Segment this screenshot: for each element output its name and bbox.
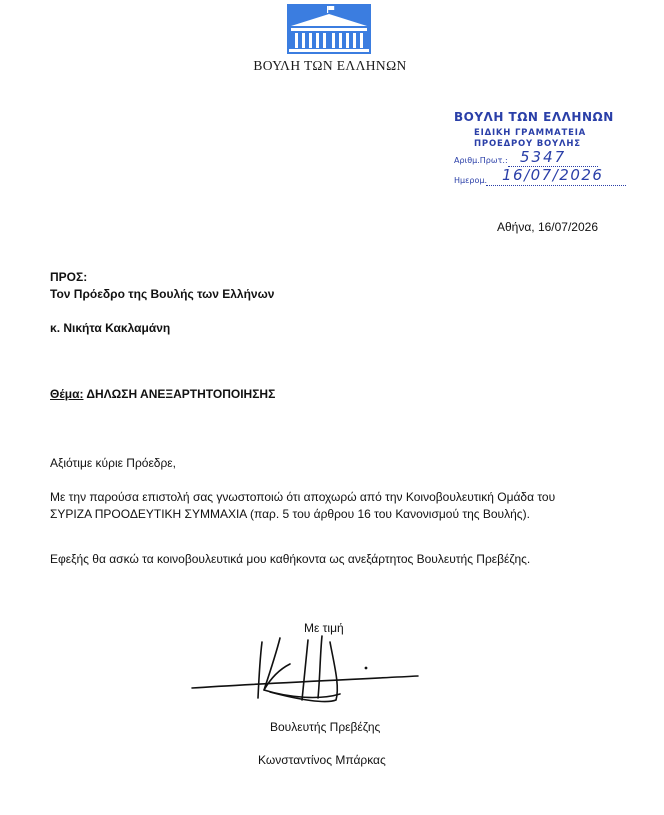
handwritten-signature-icon	[190, 628, 420, 708]
stamp-date-label: Ημερομ.	[454, 176, 488, 185]
letter-date: Αθήνα, 16/07/2026	[496, 220, 598, 234]
stamp-protocol-value: 5347	[520, 148, 567, 166]
stamp-protocol-label: Αριθμ.Πρωτ.:	[454, 156, 508, 165]
body-paragraph-1-line-2: ΣΥΡΙΖΑ ΠΡΟΟΔΕΥΤΙΚΗ ΣΥΜΜΑΧΙΑ (παρ. 5 του άρθρου 16 του Κανονισμού της Βουλής).	[50, 507, 530, 521]
addressee: κ. Νικήτα Κακλαμάνη	[50, 321, 171, 335]
subject-line	[50, 386, 275, 403]
signer-title: Βουλευτής Πρεβέζης	[270, 720, 381, 734]
stamp-line-2: ΕΙΔΙΚΗ ΓΡΑΜΜΑΤΕΙΑ	[474, 128, 587, 138]
stamp-date-value: 16/07/2026	[502, 166, 604, 184]
to-label: ΠΡΟΣ:	[50, 270, 88, 284]
greeting: Αξιότιμε κύριε Πρόεδρε,	[50, 456, 176, 470]
body-paragraph-1-line-1: Με την παρούσα επιστολή σας γνωστοποιώ ότι αποχωρώ από την Κοινοβουλευτική Ομάδα του	[50, 490, 556, 504]
stamp-line-1: ΒΟΥΛΗ ΤΩΝ ΕΛΛΗΝΩΝ	[454, 110, 614, 124]
recipient-name: Τον Πρόεδρο της Βουλής των Ελλήνων	[50, 287, 275, 301]
stamp-line-3: ΠΡΟΕΔΡΟΥ ΒΟΥΛΗΣ	[474, 139, 581, 149]
stamp-date-dots	[486, 185, 626, 186]
signer-name: Κωνσταντίνος Μπάρκας	[258, 753, 386, 767]
parliament-logo-icon	[287, 4, 371, 54]
subject-text: ΔΗΛΩΣΗ ΑΝΕΞΑΡΤΗΤΟΠΟΙΗΣΗΣ	[83, 387, 276, 401]
subject-label: Θέμα:	[50, 387, 84, 401]
org-name: ΒΟΥΛΗ ΤΩΝ ΕΛΛΗΝΩΝ	[253, 58, 407, 73]
body-paragraph-2: Εφεξής θα ασκώ τα κοινοβουλευτικά μου καθήκοντα ως ανεξάρτητος Βουλευτής Πρεβέζης.	[50, 552, 531, 566]
closing: Με τιμή	[304, 621, 344, 635]
